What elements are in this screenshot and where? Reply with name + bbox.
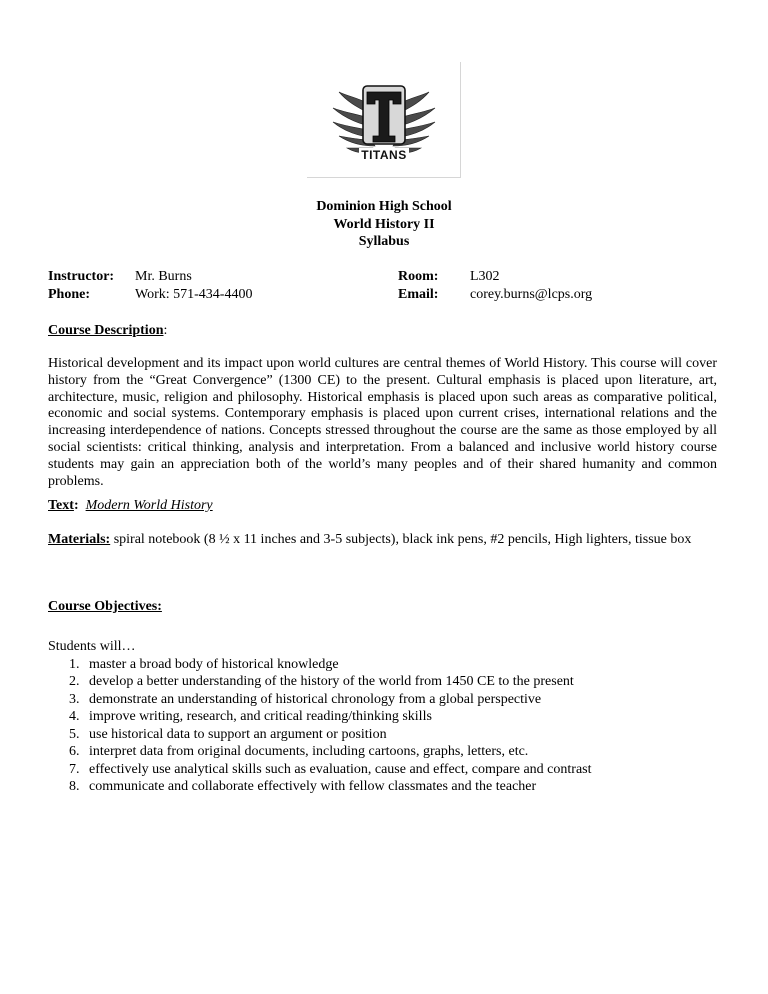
phone-label: Phone:: [48, 287, 90, 302]
list-item: 8. communicate and collaborate effectively with fellow classmates and the teacher: [69, 779, 537, 794]
materials-value: spiral notebook (8 ½ x 11 inches and 3-5 subjects), black ink pens, #2 pencils, High lighters, tissue box: [113, 532, 692, 547]
document-header: [0, 198, 768, 251]
textbook-title: Modern World History: [85, 498, 213, 513]
school-name: Dominion High School: [316, 199, 452, 214]
course-description-heading: Course Description:: [48, 323, 168, 338]
list-item: 1. master a broad body of historical knowledge: [69, 656, 339, 672]
objectives-intro: Students will…: [48, 639, 136, 654]
materials-label: Materials:: [48, 532, 111, 547]
titans-logo: [307, 62, 461, 178]
phone-value: Work: 571-434-4400: [135, 287, 253, 302]
course-description-body: Historical development and its impact upon world cultures are central themes of World History. This course will cover history from the “Great Convergence” (1300 CE) to the present. Cultural emphasis is placed upon literature, art, architecture, music, religion and philosophy. Historical emphasis is placed upon such areas as comparative political, economic and social systems. Contemporary emphasis is placed upon current crises, international relations and the increasing interdependence of nations. Concepts stressed throughout the course are the same as those employed by all social scientists: critical thinking, analysis and interpretation. From a balanced and inclusive world history course students may gain an appreciation both of the world’s many peoples and of their shared humanity and common problems.: [48, 356, 717, 489]
room-label: Room:: [398, 269, 439, 284]
materials-section: [48, 531, 728, 548]
room-value: L302: [470, 269, 500, 284]
list-item: 7. effectively use analytical skills such as evaluation, cause and effect, compare and contrast: [69, 761, 592, 777]
instructor-label: Instructor:: [48, 269, 115, 284]
text-section: Text: Modern World History: [48, 498, 213, 513]
course-name: World History II: [333, 216, 435, 232]
objectives-list: [48, 638, 592, 796]
list-item: 3. demonstrate an understanding of historical chronology from a global perspective: [69, 691, 542, 707]
list-item: 4. improve writing, research, and critical reading/thinking skills: [69, 709, 432, 724]
list-item: 6. interpret data from original documents, including cartoons, graphs, letters, etc.: [69, 744, 529, 759]
list-item: 5. use historical data to support an argument or position: [69, 726, 387, 742]
document-type: Syllabus: [358, 234, 410, 249]
logo-banner-text: TITANS: [361, 148, 407, 162]
list-item: 2. develop a better understanding of the history of the world from 1450 CE to the present: [69, 674, 574, 689]
course-objectives-heading: Course Objectives:: [48, 599, 162, 614]
email-value: corey.burns@lcps.org: [470, 287, 593, 302]
email-label: Email:: [398, 287, 439, 302]
instructor-value: Mr. Burns: [135, 269, 192, 284]
